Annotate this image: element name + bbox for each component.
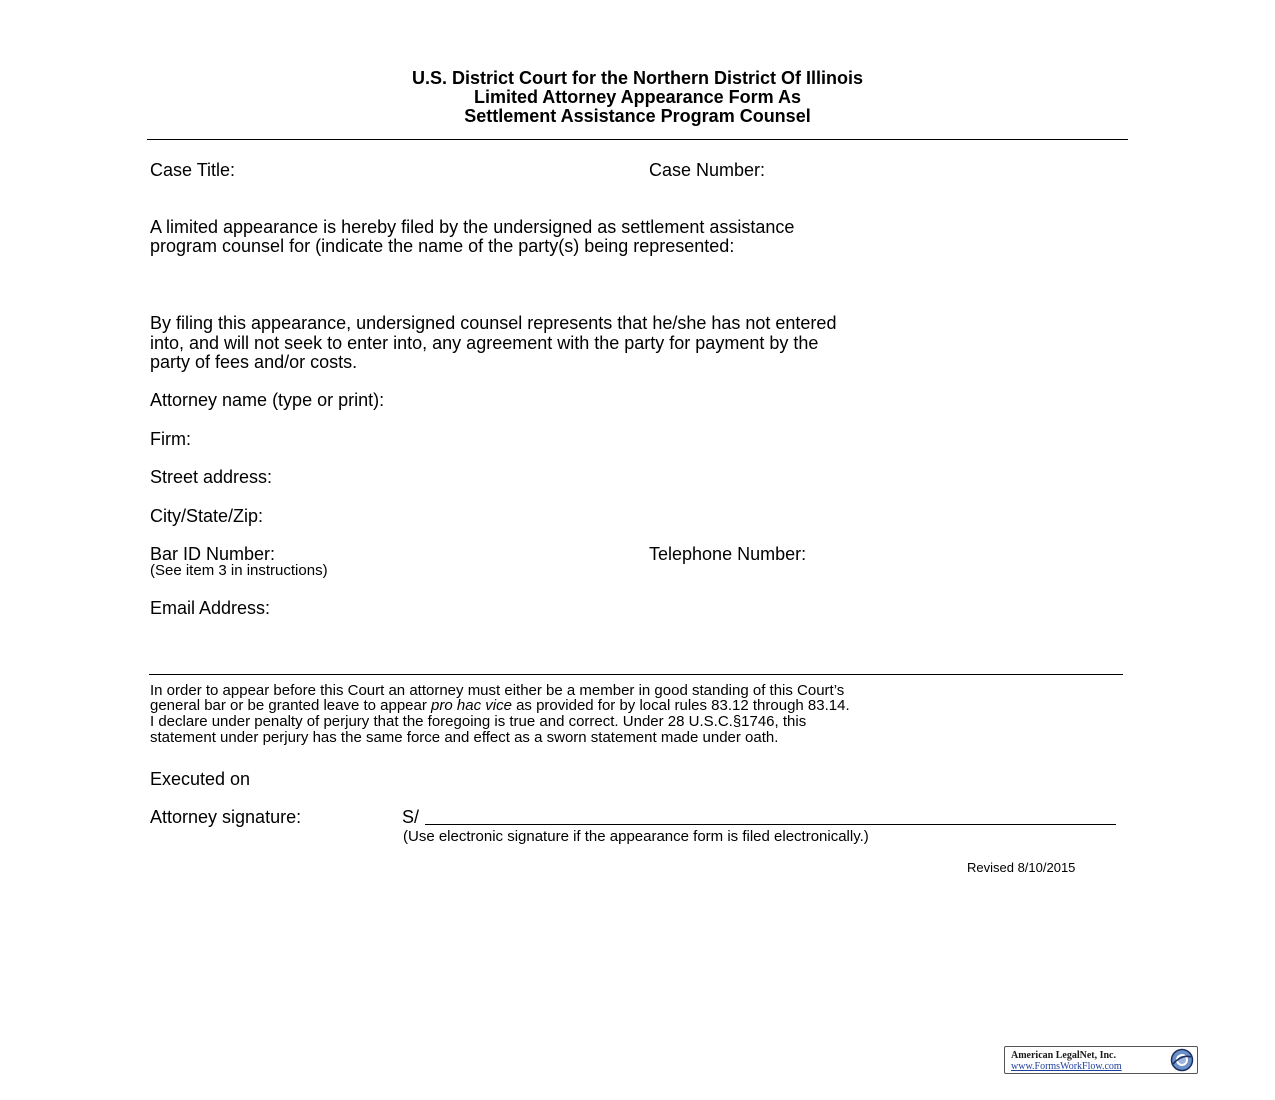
revised-date: Revised 8/10/2015 xyxy=(967,860,1076,875)
declaration-line-2-end: as provided for by local rules 83.12 through 83.14. xyxy=(511,697,850,714)
globe-logo-icon xyxy=(1170,1048,1194,1072)
signature-note: (Use electronic signature if the appearance form is filed electronically.) xyxy=(403,828,869,845)
signature-prefix: S/ xyxy=(402,807,420,827)
declaration-line-1: In order to appear before this Court an attorney must either be a member in good standing of this Court’s xyxy=(150,682,845,699)
executed-on-label: Executed on xyxy=(150,769,251,789)
representation-line-3: party of fees and/or costs. xyxy=(150,352,358,372)
city-state-zip-label: City/State/Zip: xyxy=(150,506,264,526)
declaration-line-2-start: general bar or be granted leave to appear xyxy=(150,697,432,714)
pro-hac-vice-text: pro hac vice xyxy=(431,697,512,714)
telephone-label: Telephone Number: xyxy=(649,544,807,564)
firm-label: Firm: xyxy=(150,429,191,449)
email-label: Email Address: xyxy=(150,598,271,618)
declaration-line-4: statement under perjury has the same force and effect as a sworn statement made under oath. xyxy=(150,729,779,746)
appearance-statement-line-2: program counsel for (indicate the name of the party(s) being represented: xyxy=(150,236,735,256)
header-divider xyxy=(147,139,1128,140)
case-title-label: Case Title: xyxy=(150,160,236,180)
appearance-statement-line-1: A limited appearance is hereby filed by the undersigned as settlement assistance xyxy=(150,217,795,237)
representation-line-2: into, and will not seek to enter into, any agreement with the party for payment by the xyxy=(150,333,819,353)
attorney-name-label: Attorney name (type or print): xyxy=(150,390,385,410)
bar-id-label: Bar ID Number: xyxy=(150,544,276,564)
attorney-signature-label: Attorney signature: xyxy=(150,807,302,827)
forms-workflow-link[interactable]: www.FormsWorkFlow.com xyxy=(1011,1061,1122,1072)
street-address-label: Street address: xyxy=(150,467,273,487)
declaration-line-3: I declare under penalty of perjury that the foregoing is true and correct. Under 28 U.S.C.§1746, this xyxy=(150,713,807,730)
signature-line xyxy=(425,824,1116,825)
declaration-line-2 xyxy=(150,698,850,714)
company-name: American LegalNet, Inc. xyxy=(1011,1050,1116,1061)
american-legalnet-badge xyxy=(1004,1046,1198,1074)
representation-line-1: By filing this appearance, undersigned counsel represents that he/she has not entered xyxy=(150,313,837,333)
bar-id-note: (See item 3 in instructions) xyxy=(150,562,328,579)
case-number-label: Case Number: xyxy=(649,160,766,180)
declaration-divider xyxy=(149,674,1123,675)
form-court-title: U.S. District Court for the Northern District Of Illinois xyxy=(411,68,864,88)
form-title: Limited Attorney Appearance Form As xyxy=(473,87,802,107)
form-subtitle: Settlement Assistance Program Counsel xyxy=(464,106,811,126)
